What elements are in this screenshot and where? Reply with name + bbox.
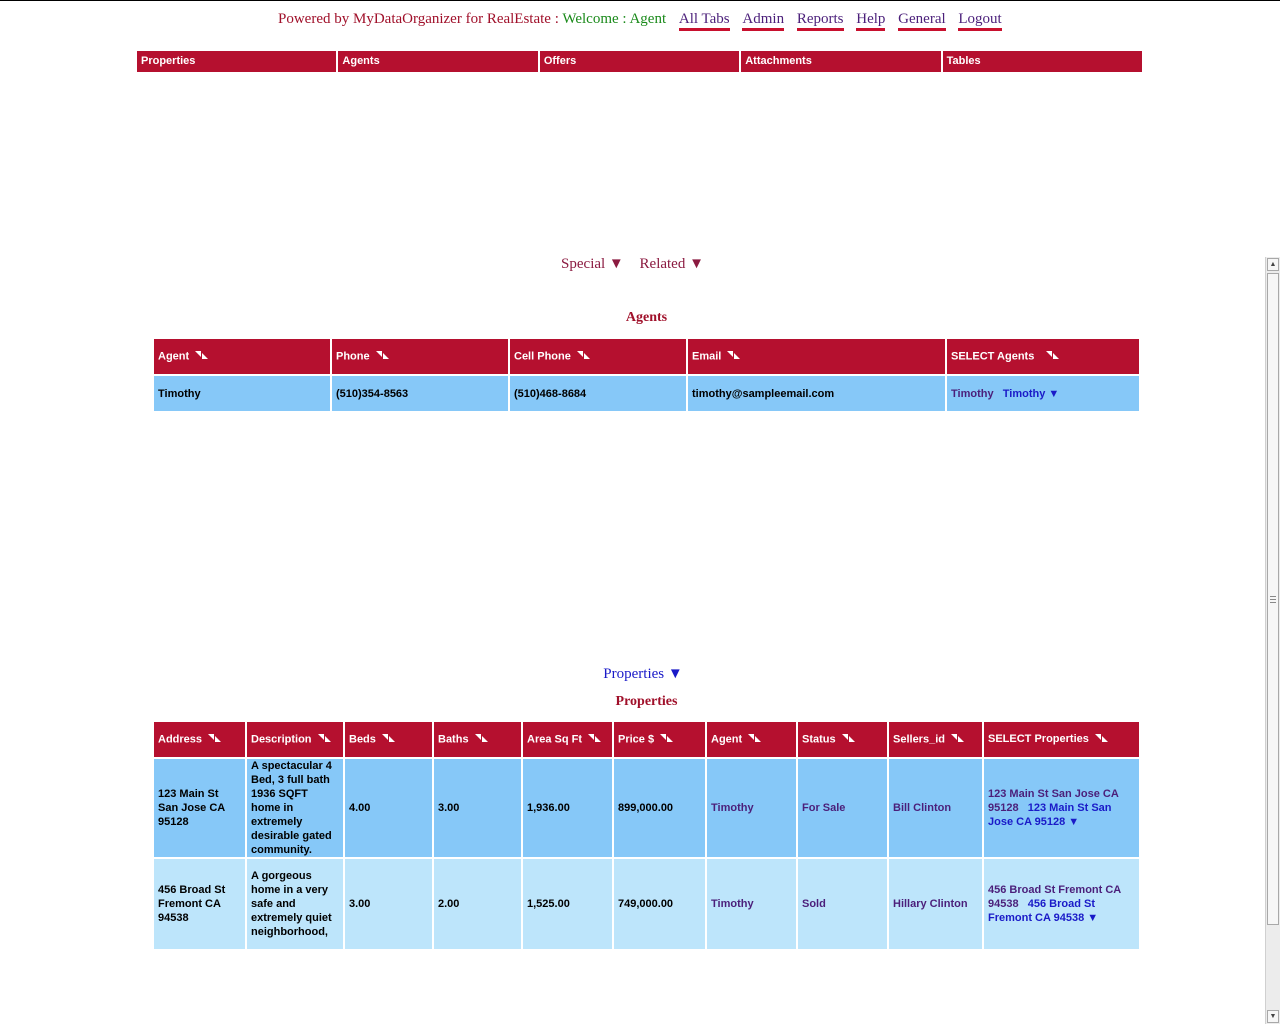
col-header-agent[interactable]: Agent (707, 722, 796, 757)
cell-agent-link (707, 759, 796, 857)
properties-menu-row (0, 666, 1280, 683)
cell-beds: 4.00 (345, 759, 432, 857)
sort-arrows-icon[interactable] (1095, 733, 1109, 747)
special-related-menu (0, 256, 1265, 273)
header-bar (278, 11, 1002, 31)
cell-select-property (984, 759, 1139, 857)
sort-arrows-icon[interactable] (318, 733, 332, 746)
nav-link-logout[interactable]: Logout (958, 11, 1001, 31)
seller-link[interactable]: Hillary Clinton (893, 898, 968, 910)
sort-arrows-icon[interactable] (951, 733, 965, 746)
cell-area: 1,936.00 (523, 759, 612, 857)
cell-seller-link (889, 859, 982, 949)
col-header-sellers-id[interactable]: Sellers_id (889, 722, 982, 757)
col-header-price[interactable]: Price $ (614, 722, 705, 757)
sort-arrows-icon[interactable] (195, 350, 209, 363)
col-header-select-properties[interactable]: SELECT Properties (984, 722, 1139, 757)
col-header-area[interactable]: Area Sq Ft (523, 722, 612, 757)
tab-attachments[interactable]: Attachments (741, 51, 940, 72)
select-agent-link[interactable]: Timothy (951, 387, 994, 400)
sort-arrows-icon[interactable] (660, 733, 674, 746)
properties-menu[interactable]: Properties ▼ (603, 666, 683, 682)
cell-beds: 3.00 (345, 859, 432, 949)
select-property-dropdown[interactable]: 123 Main St San Jose CA 95128 ▼ (988, 802, 1112, 828)
status-link[interactable]: Sold (802, 898, 826, 910)
cell-status-link (798, 859, 887, 949)
scroll-down-arrow-icon[interactable]: ▼ (1267, 1010, 1279, 1023)
sort-arrows-icon[interactable] (382, 733, 396, 746)
top-border (0, 0, 1280, 1)
table-row (154, 376, 1139, 411)
cell-baths: 3.00 (434, 759, 521, 857)
agents-table (152, 337, 1141, 413)
welcome-text: Welcome : Agent (562, 11, 667, 27)
cell-baths: 2.00 (434, 859, 521, 949)
sort-arrows-icon[interactable] (588, 733, 602, 746)
scroll-up-arrow-icon[interactable]: ▲ (1267, 258, 1279, 271)
properties-title: Properties (615, 694, 678, 709)
col-header-beds[interactable]: Beds (345, 722, 432, 757)
powered-by-text: Powered by MyDataOrganizer for RealEstate : (278, 11, 559, 27)
cell-phone: (510)354-8563 (332, 376, 508, 411)
vertical-scrollbar[interactable] (1265, 257, 1280, 1024)
sort-arrows-icon[interactable] (842, 733, 856, 746)
seller-link[interactable]: Bill Clinton (893, 802, 952, 814)
cell-cell-phone: (510)468-8684 (510, 376, 686, 411)
col-header-cell-phone[interactable]: Cell Phone (510, 339, 686, 374)
col-header-description[interactable]: Description (247, 722, 343, 757)
select-property-dropdown[interactable]: 456 Broad St Fremont CA 94538 ▼ (988, 898, 1099, 924)
nav-link-reports[interactable]: Reports (797, 11, 844, 31)
select-property-link[interactable]: 456 Broad St Fremont CA 94538 (988, 884, 1121, 910)
special-menu[interactable]: Special ▼ (561, 256, 624, 272)
cell-description: A spectacular 4 Bed, 3 full bath 1936 SQFT home in extremely desirable gated community. (247, 759, 343, 857)
select-agent-dropdown[interactable]: Timothy ▼ (1002, 387, 1060, 400)
sort-arrows-icon[interactable] (1046, 350, 1060, 363)
col-header-status[interactable]: Status (798, 722, 887, 757)
agents-header-row (154, 339, 1139, 374)
tab-agents[interactable]: Agents (338, 51, 537, 72)
col-header-address[interactable]: Address (154, 722, 245, 757)
cell-address: 123 Main St San Jose CA 95128 (154, 759, 245, 857)
sort-arrows-icon[interactable] (376, 350, 390, 363)
col-header-agent[interactable]: Agent (154, 339, 330, 374)
agent-link[interactable]: Timothy (711, 898, 754, 910)
nav-link-general[interactable]: General (898, 11, 945, 31)
tab-bar (137, 51, 1142, 72)
cell-status-link (798, 759, 887, 857)
cell-seller-link (889, 759, 982, 857)
cell-agent: Timothy (154, 376, 330, 411)
table-row (154, 759, 1139, 857)
cell-price: 899,000.00 (614, 759, 705, 857)
agents-title: Agents (625, 310, 668, 325)
sort-arrows-icon[interactable] (577, 350, 591, 363)
cell-area: 1,525.00 (523, 859, 612, 949)
col-header-select-agents[interactable]: SELECT Agents (947, 339, 1139, 374)
nav-link-admin[interactable]: Admin (742, 11, 784, 31)
cell-select-agent (947, 376, 1139, 411)
nav-link-help[interactable]: Help (856, 11, 885, 31)
cell-agent-link (707, 859, 796, 949)
col-header-email[interactable]: Email (688, 339, 945, 374)
sort-arrows-icon[interactable] (748, 733, 762, 746)
related-menu[interactable]: Related ▼ (639, 256, 704, 272)
tab-properties[interactable]: Properties (137, 51, 336, 72)
cell-price: 749,000.00 (614, 859, 705, 949)
cell-description: A gorgeous home in a very safe and extremely quiet neighborhood, (247, 859, 343, 949)
cell-address: 456 Broad St Fremont CA 94538 (154, 859, 245, 949)
table-row (154, 859, 1139, 949)
sort-arrows-icon[interactable] (475, 733, 489, 746)
tab-tables[interactable]: Tables (943, 51, 1142, 72)
nav-link-all-tabs[interactable]: All Tabs (679, 11, 730, 31)
sort-arrows-icon[interactable] (727, 350, 741, 363)
scrollbar-thumb[interactable] (1267, 273, 1279, 925)
properties-table (152, 720, 1141, 951)
col-header-baths[interactable]: Baths (434, 722, 521, 757)
cell-email: timothy@sampleemail.com (688, 376, 945, 411)
agent-link[interactable]: Timothy (711, 802, 754, 814)
properties-header-row (154, 722, 1139, 757)
status-link[interactable]: For Sale (802, 802, 846, 814)
cell-select-property (984, 859, 1139, 949)
col-header-phone[interactable]: Phone (332, 339, 508, 374)
tab-offers[interactable]: Offers (540, 51, 739, 72)
sort-arrows-icon[interactable] (208, 733, 222, 746)
select-property-link[interactable]: 123 Main St San Jose CA 95128 (988, 788, 1119, 814)
